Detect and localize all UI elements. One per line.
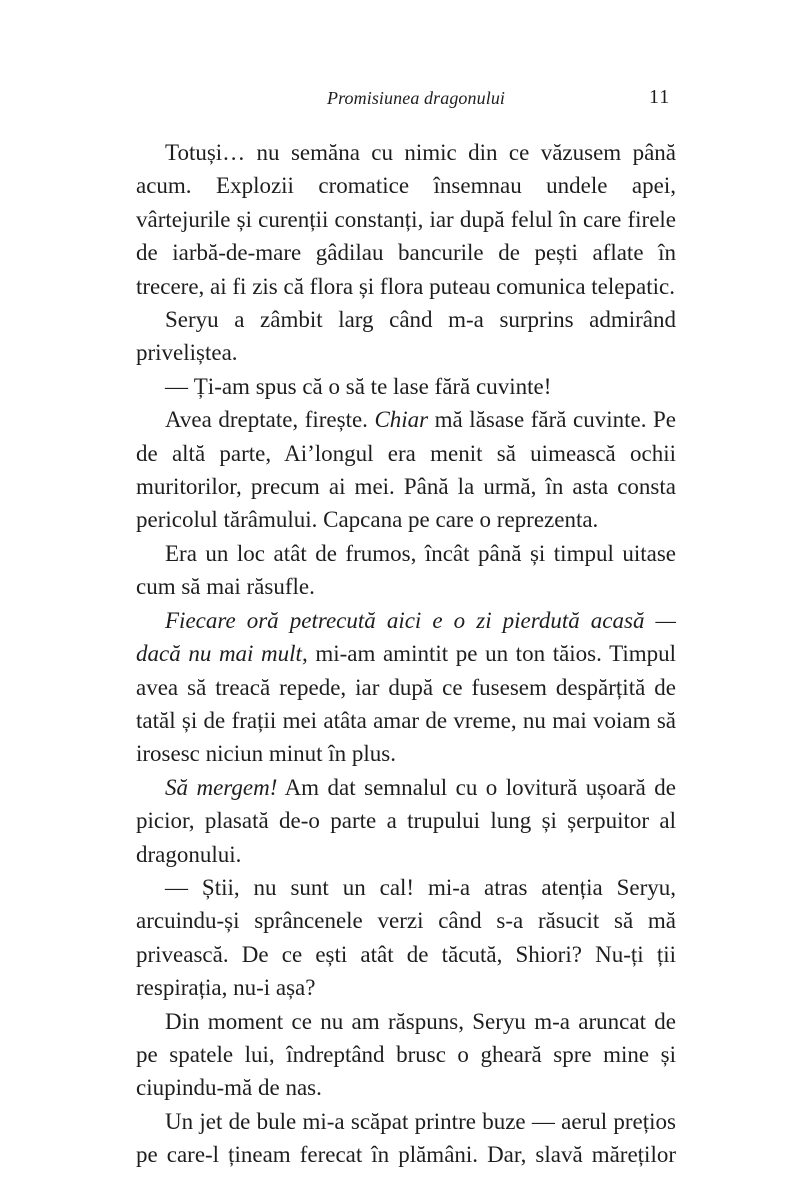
body-text	[136, 136, 676, 1172]
running-title: Promisiunea dragonului	[327, 88, 506, 108]
dialogue-line: — Ți-am spus că o să te lase fără cuvinte!	[165, 373, 552, 399]
paragraph: Era un loc atât de frumos, încât până și timpul uitase cum să mai răsufle.	[136, 540, 676, 600]
paragraph-text: mă lăsase fără cuvinte. Pe de altă parte, Ai’longul era menit să uimească ochii muritorilor, precum ai mei. Până la urmă, în asta consta pericolul tărâmului. Capcana pe care o reprezenta.	[136, 407, 676, 533]
paragraph: Totuși… nu semăna cu nimic din ce văzusem până acum. Explozii cromatice însemnau undele apei, vârtejurile și curenții constanți, iar după felul în care firele de iarbă-de-mare gâdilau bancurile de pești aflate în trecere, ai fi zis că flora și flora puteau comunica telepatic.	[136, 140, 676, 299]
paragraph-text: Avea dreptate, firește.	[165, 407, 375, 433]
paragraph-text: mi-am amintit pe un ton tăios. Timpul avea să treacă repede, iar după ce fusesem despărțită de tatăl și de frații mei atâta amar de vreme, nu mai voiam să irosesc niciun minut în plus.	[136, 641, 676, 767]
paragraph	[136, 771, 676, 871]
paragraph	[136, 604, 676, 771]
paragraph: Un jet de bule mi-a scăpat printre buze — aerul prețios pe care-l țineam ferecat în plămâni. Dar, slavă măreților	[136, 1108, 676, 1168]
italic-thought: Fiecare oră petrecută aici e o zi pierdută acasă — dacă nu mai mult,	[136, 607, 676, 667]
dialogue-line: — Știi, nu sunt un cal! mi-a atras atenția Seryu, arcuindu-și sprâncenele verzi când s-a răsucit să mă privească. De ce ești atât de tăcută, Shiori? Nu-ți ții respirația, nu-i așa?	[136, 874, 676, 1001]
italic-text: Chiar	[374, 407, 429, 433]
paragraph-text: Am dat semnalul cu o lovitură ușoară de picior, plasată de-o parte a trupului lung și șerpuitor al dragonului.	[136, 774, 676, 867]
paragraph: Seryu a zâmbit larg când m-a surprins admirând priveliștea.	[136, 307, 676, 366]
paragraph: Din moment ce nu am răspuns, Seryu m-a aruncat de pe spatele lui, îndreptând brusc o gheară spre mine și ciupindu-mă de nas.	[136, 1008, 676, 1101]
page-number: 11	[649, 86, 671, 108]
italic-thought: Să mergem!	[165, 774, 278, 800]
paragraph	[136, 403, 676, 537]
